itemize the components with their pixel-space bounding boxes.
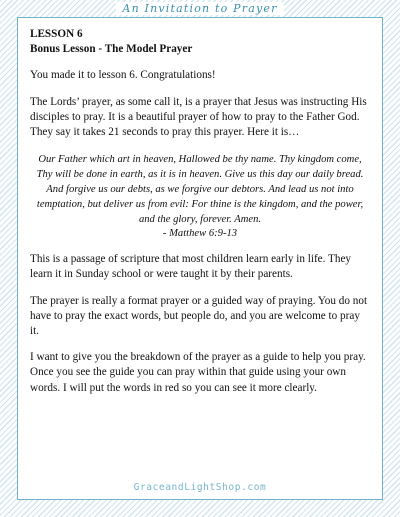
paragraph-passage: This is a passage of scripture that most children learn early in life. They learn it in Sunday school or were taught it by their parents. <box>30 253 352 281</box>
paragraph-intro: The Lords’ prayer, as some call it, is a prayer that Jesus was instructing His disciples to pray. It is a beautiful prayer of how to pray to the Father God. They say it takes 21 seconds to pray this prayer. Here it is… <box>30 95 367 139</box>
paragraph-congrats: You made it to lesson 6. Congratulations! <box>30 69 216 82</box>
lesson-subtitle: Bonus Lesson - The Model Prayer <box>30 43 193 56</box>
scripture-reference: - Matthew 6:9-13 <box>162 228 238 240</box>
header-title-text: An Invitation to Prayer <box>116 2 283 15</box>
footer-website: GraceandLightShop.com <box>133 482 267 493</box>
scripture-quote: Our Father which art in heaven, Hallowed be thy name. Thy kingdom come, Thy will be done in earth, as it is in heaven. Give us this day our daily bread. And forgive us our debts, as we forgive our debtors. And lead us not into temptation, but deliver us from evil: For thine is the kingdom, and the power, and the glory, forever. Amen. <box>36 154 364 226</box>
header-title <box>0 2 400 15</box>
paragraph-format: The prayer is really a format prayer or a guided way of praying. You do not have to pray the exact words, but people do, and you are welcome to pray it. <box>30 294 368 338</box>
lesson-number: LESSON 6 <box>30 28 83 40</box>
paragraph-guide: I want to give you the breakdown of the prayer as a guide to help you pray. Once you see the guide you can pray within that guide using your own words. I will put the words in red so you can see it more clearly. <box>30 351 366 394</box>
lesson-content <box>30 27 370 396</box>
